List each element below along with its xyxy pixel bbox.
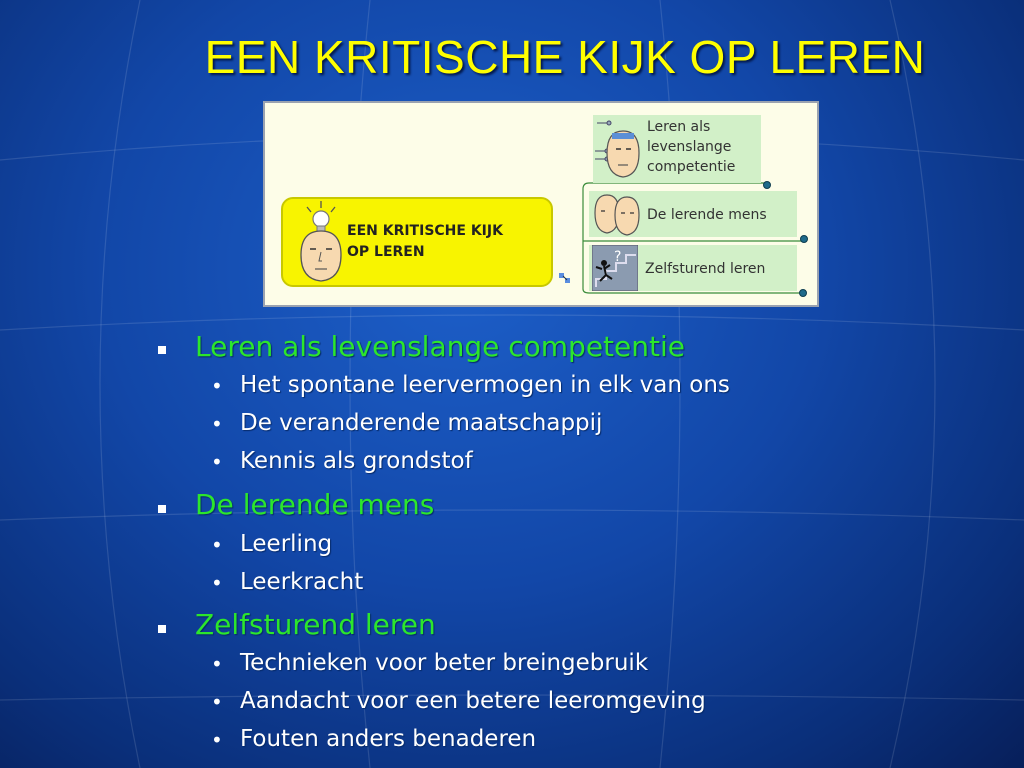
bullet-square-1	[158, 346, 166, 354]
outline-level2-item: Het spontane leervermogen in elk van ons	[240, 372, 730, 398]
slide-title: EEN KRITISCHE KIJK OP LEREN	[204, 31, 926, 83]
mindmap-central-label	[347, 221, 547, 263]
outline-level1-item-3: Zelfsturend leren	[195, 608, 436, 641]
outline-level2-item: Kennis als grondstof	[240, 448, 473, 474]
outline-level2-item: De veranderende maatschappij	[240, 410, 603, 436]
mindmap-branch-1-line3: competentie	[647, 159, 736, 175]
mindmap-branch-3-label: Zelfsturend leren	[645, 261, 766, 277]
mindmap-image	[263, 101, 819, 307]
outline-level2-item: Fouten anders benaderen	[240, 726, 537, 752]
mindmap-branch-1-line1: Leren als	[647, 119, 711, 135]
outline-level2-item: Leerkracht	[240, 569, 364, 595]
lightbulb-head-icon	[295, 199, 347, 283]
bullet-dot-1-1: •	[211, 374, 223, 398]
mindmap-branch-2-label: De lerende mens	[647, 207, 767, 223]
outline-level2-item: Aandacht voor een betere leeromgeving	[240, 688, 706, 714]
bullet-square-2	[158, 505, 166, 513]
thinking-head-icon	[595, 119, 641, 179]
bullet-dot-1-2: •	[211, 412, 223, 436]
outline-level1-item-1: Leren als levenslange competentie	[195, 330, 685, 363]
bullet-square-3	[158, 625, 166, 633]
bullet-dot-3-1: •	[211, 652, 223, 676]
bullet-dot-3-2: •	[211, 690, 223, 714]
bullet-dot-2-1: •	[211, 533, 223, 557]
outline-level2-item: Technieken voor beter breingebruik	[240, 650, 649, 676]
mindmap-branch-1-line2: levenslange	[647, 139, 732, 155]
mindmap-central-line1: EEN KRITISCHE KIJK	[347, 223, 503, 239]
link-icon	[558, 271, 572, 285]
mindmap-central-line2: OP LEREN	[347, 244, 425, 260]
two-faces-icon	[591, 191, 643, 237]
svg-text:?: ?	[614, 249, 622, 265]
bullet-dot-2-2: •	[211, 571, 223, 595]
bullet-dot-3-3: •	[211, 728, 223, 752]
bullet-dot-1-3: •	[211, 450, 223, 474]
mindmap-branch-1-label	[647, 117, 735, 177]
outline-level2-item: Leerling	[240, 531, 333, 557]
running-stairs-icon	[592, 245, 638, 291]
outline-level1-item-2: De lerende mens	[195, 488, 435, 521]
